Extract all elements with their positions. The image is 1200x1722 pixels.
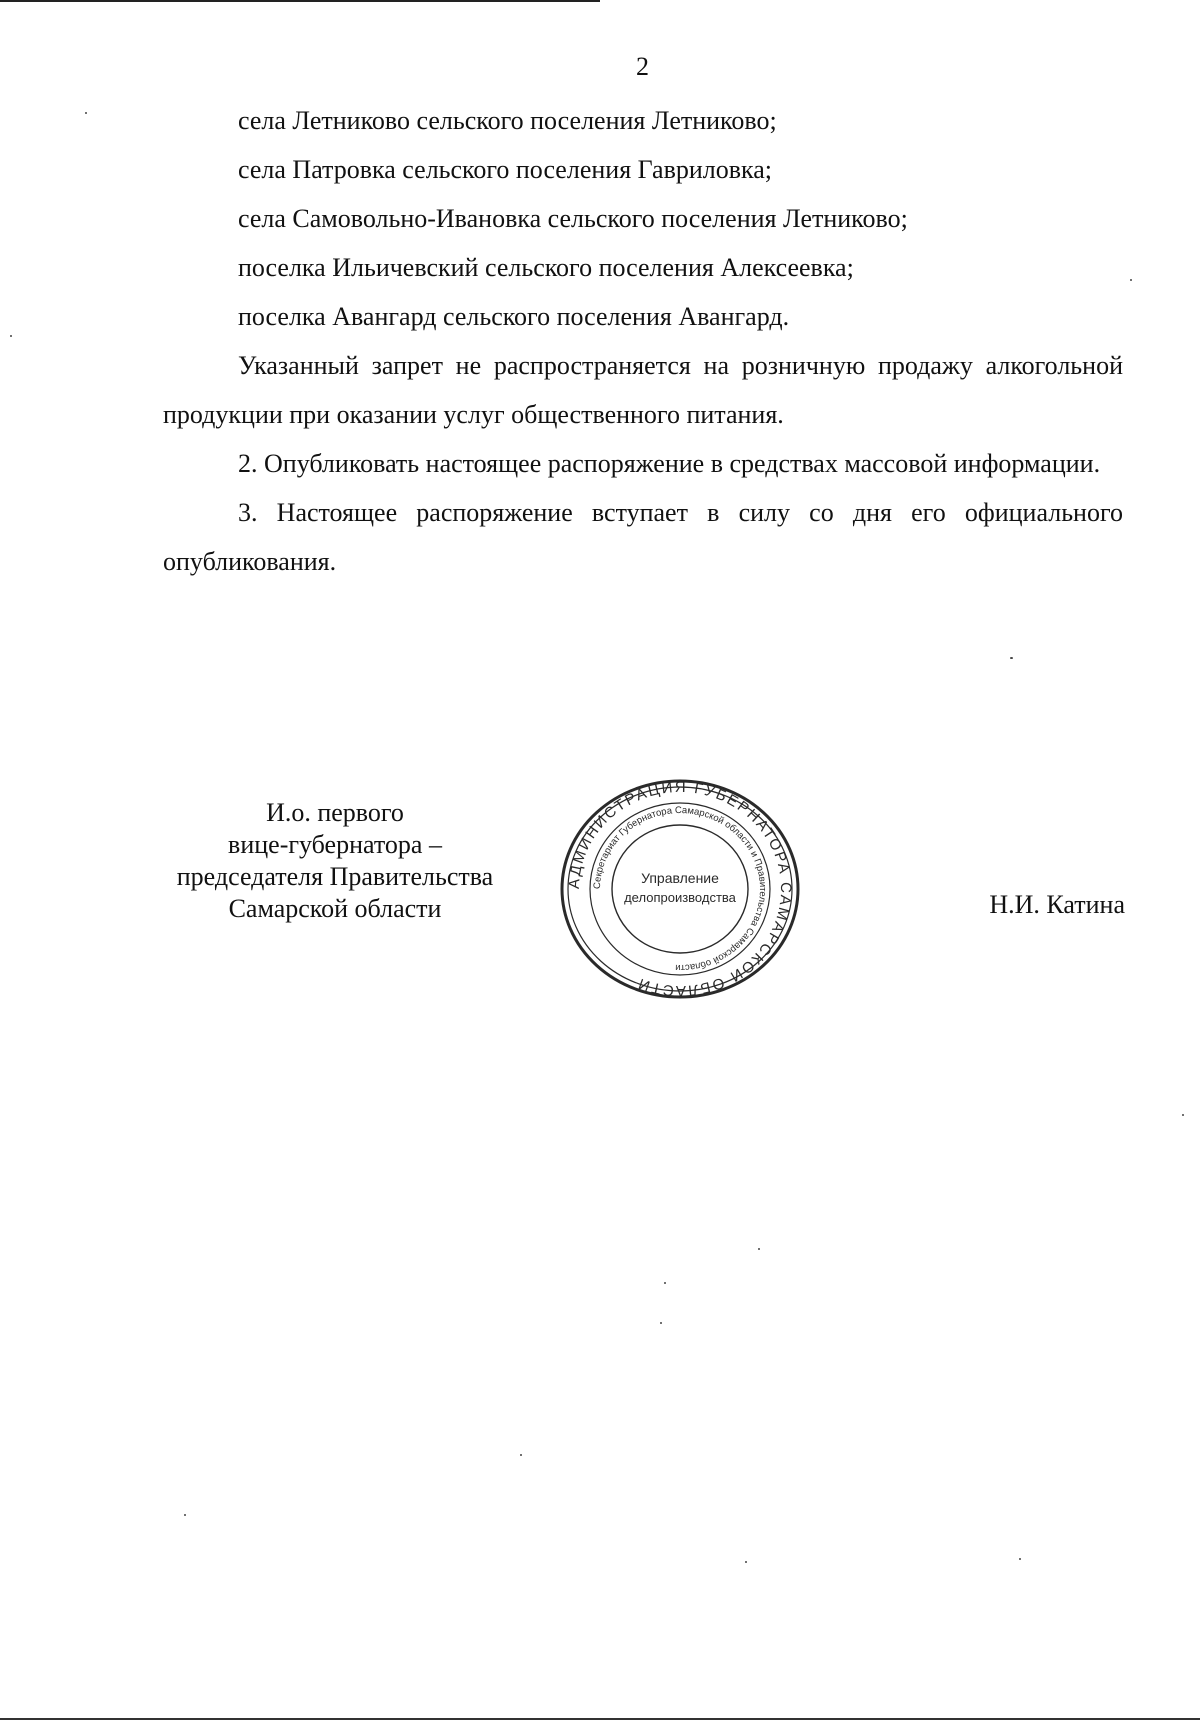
document-body (163, 96, 1123, 586)
stamp-inner-text: Секретариат Губернатора Самарской области и Правительства Самарской области (591, 804, 769, 974)
list-item: поселка Авангард сельского поселения Авангард. (238, 302, 790, 331)
scan-speck (664, 1282, 666, 1284)
signatory-name: Н.И. Катина (989, 890, 1125, 919)
scan-speck (10, 335, 12, 337)
official-stamp (557, 776, 803, 1002)
scan-speck (85, 112, 87, 114)
stamp-center-line-1: Управление (641, 870, 719, 886)
scan-speck (745, 1561, 747, 1563)
scan-edge-top (0, 0, 600, 2)
list-item: села Летниково сельского поселения Летниково; (238, 106, 777, 135)
signatory-title-line: Самарской области (228, 894, 442, 923)
scan-speck (758, 1248, 760, 1250)
scan-speck (1019, 1558, 1021, 1560)
signatory-title-line: вице-губернатора – (228, 830, 442, 859)
scan-speck (184, 1514, 186, 1516)
signatory-title (150, 797, 520, 925)
signatory-title-line: И.о. первого (266, 798, 404, 827)
stamp-inner-ring (612, 825, 748, 953)
paragraph-exception: Указанный запрет не распространяется на розничную продажу алкогольной продукции при оказании услуг общественного питания. (163, 351, 1123, 429)
list-item: села Самовольно-Ивановка сельского поселения Летниково; (238, 204, 908, 233)
page-number: 2 (636, 52, 649, 81)
stamp-ring-3 (590, 803, 770, 975)
paragraph-effective: 3. Настоящее распоряжение вступает в силу со дня его официального опубликования. (163, 498, 1123, 576)
scan-edge-bottom (0, 1718, 1200, 1720)
scan-speck (1182, 1114, 1184, 1116)
scan-speck (1010, 657, 1013, 659)
stamp-center-line-2: делопроизводства (624, 890, 736, 905)
list-item: поселка Ильичевский сельского поселения Алексеевка; (238, 253, 854, 282)
list-item: села Патровка сельского поселения Гавриловка; (238, 155, 773, 184)
signatory-title-line: председателя Правительства (176, 862, 494, 891)
paragraph-publish: 2. Опубликовать настоящее распоряжение в средствах массовой информации. (238, 449, 1101, 478)
stamp-outer-text: АДМИНИСТРАЦИЯ ГУБЕРНАТОРА САМАРСКОЙ ОБЛАСТИ (565, 778, 795, 1000)
scan-speck (660, 1322, 662, 1324)
scan-speck (520, 1454, 522, 1456)
scan-speck (1130, 279, 1132, 281)
